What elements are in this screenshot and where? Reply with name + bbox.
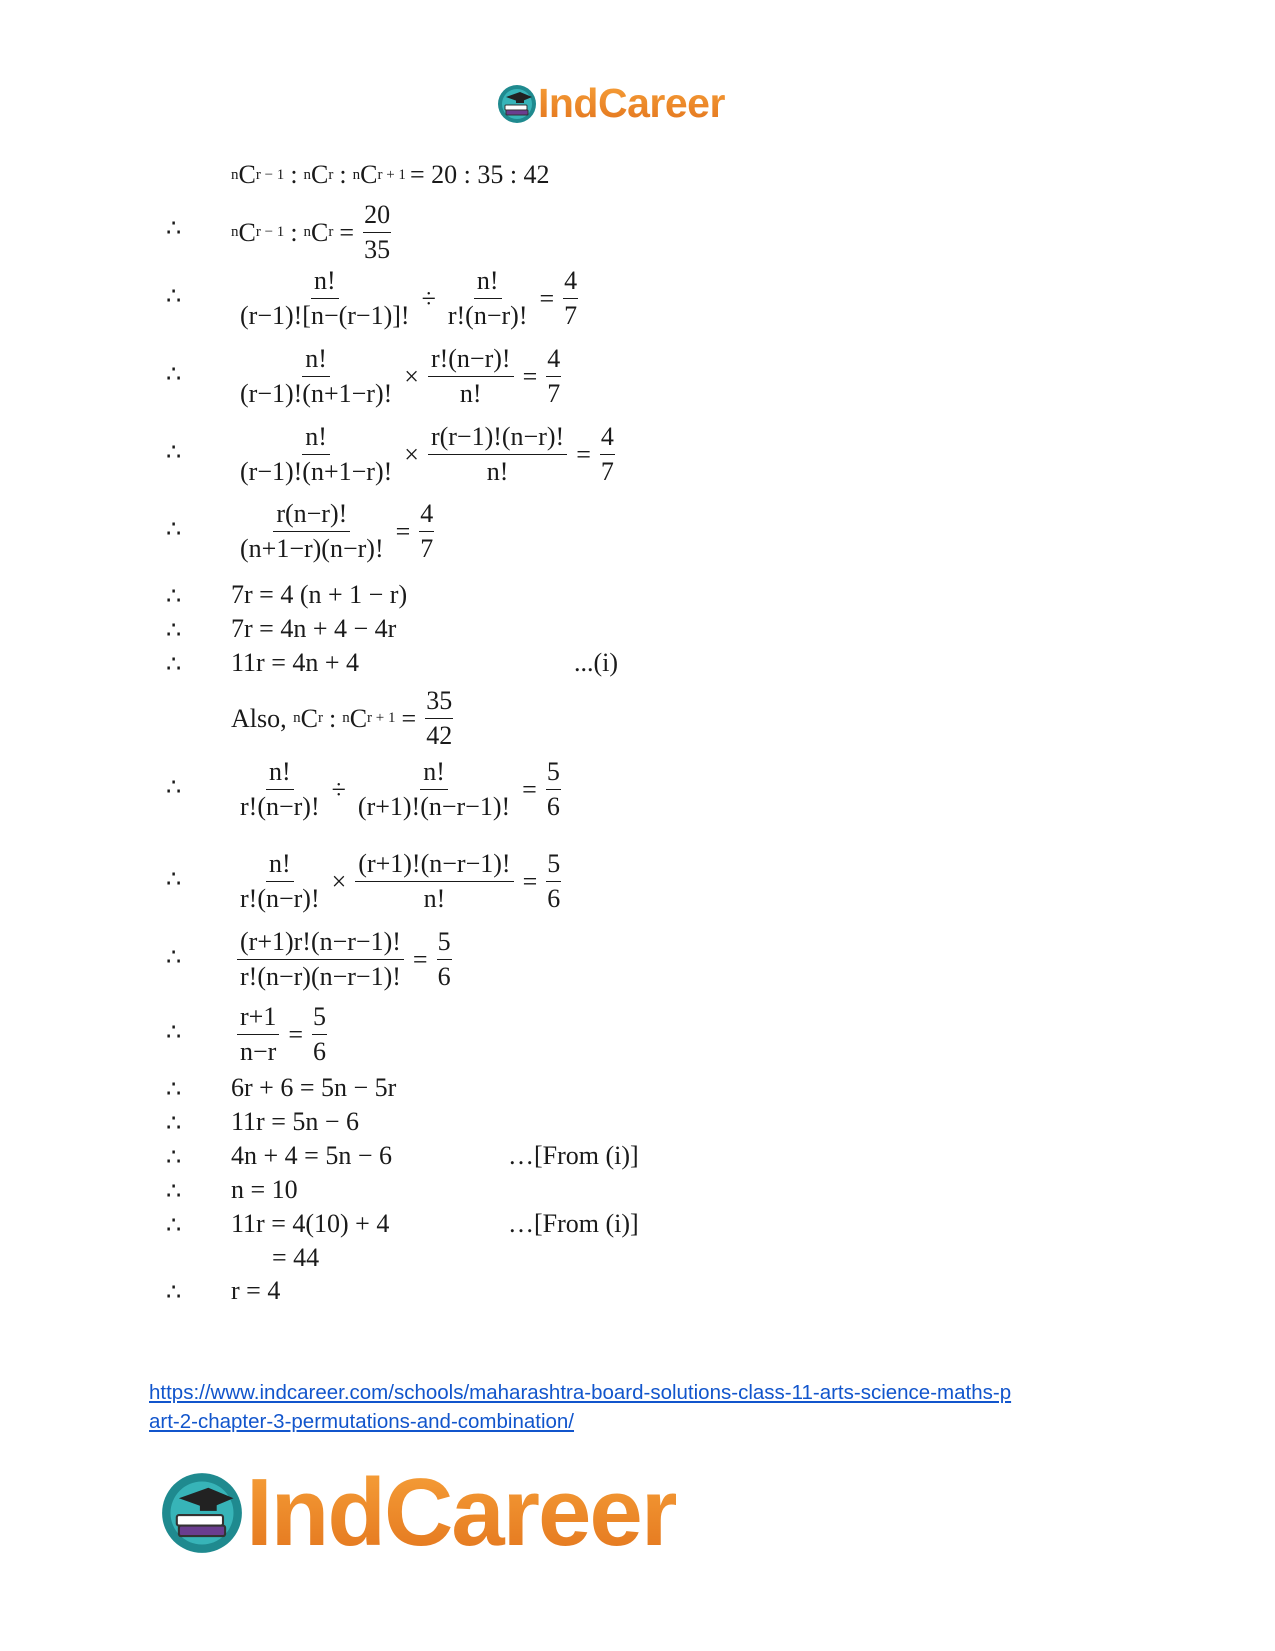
therefore-symbol: ∴ xyxy=(166,282,182,310)
equation-line-7: 7r = 4 (n + 1 − r) xyxy=(231,580,408,609)
therefore-symbol: ∴ xyxy=(166,1143,182,1171)
therefore-symbol: ∴ xyxy=(166,214,182,242)
equation-line-14: $\frac{r+1}{n-r}$ = $\frac{5}{6}$ xyxy=(234,1002,330,1067)
equation-line-1: n C r − 1 : n C r : n C r + 1 = 20 : 35 : 42 xyxy=(231,160,550,189)
therefore-symbol: ∴ xyxy=(166,1109,182,1137)
equation-line-4: $\frac{n!}{(r-1)!(n+1-r)!}$ × $\frac{r!(n-r)!}{n!}$ = $\frac{4}{7}$ xyxy=(240,344,561,408)
equation-line-12: $\frac{n!}{r!(n-r)!}$ × $\frac{(r+1)!(n-r-1)!}{n!}$ = $\frac{5}{6}$ xyxy=(240,849,561,913)
equation-line-18: n = 10 xyxy=(231,1175,298,1204)
equation-line-17: 4n + 4 = 5n − 6 xyxy=(231,1141,392,1170)
therefore-symbol: ∴ xyxy=(166,1177,182,1205)
therefore-symbol: ∴ xyxy=(166,1211,182,1239)
logo-text: IndCareer xyxy=(538,80,725,126)
equation-reference: …[From (i)] xyxy=(508,1209,639,1238)
source-link[interactable]: https://www.indcareer.com/schools/maharashtra-board-solutions-class-11-arts-science-maths-p art-2-chapter-3-permutations-and-combination/ xyxy=(149,1381,1012,1433)
equation-line-21: r = 4 xyxy=(231,1276,281,1305)
therefore-symbol: ∴ xyxy=(166,515,182,543)
therefore-symbol: ∴ xyxy=(166,650,182,678)
therefore-symbol: ∴ xyxy=(166,360,182,388)
logo-text: IndCareer xyxy=(246,1459,677,1566)
therefore-symbol: ∴ xyxy=(166,865,182,893)
equation-line-20: = 44 xyxy=(272,1243,320,1272)
equation-reference: …[From (i)] xyxy=(508,1141,639,1170)
equation-line-15: 6r + 6 = 5n − 5r xyxy=(231,1073,397,1102)
equation-line-3: $\frac{n!}{(r-1)![n-(r-1)]!}$ ÷ $\frac{n!}{r!(n-r)!}$ = $\frac{4}{7}$ xyxy=(240,266,578,330)
graduation-book-icon xyxy=(160,1471,244,1555)
therefore-symbol: ∴ xyxy=(166,616,182,644)
therefore-symbol: ∴ xyxy=(166,1018,182,1046)
equation-line-13: $\frac{(r+1)r!(n-r-1)!}{r!(n-r)(n-r-1)!}$ = $\frac{5}{6}$ xyxy=(234,927,455,992)
therefore-symbol: ∴ xyxy=(166,773,182,801)
therefore-symbol: ∴ xyxy=(166,943,182,971)
equation-line-6: $\frac{r(n-r)!}{(n+1-r)(n-r)!}$ = $\frac{4}{7}$ xyxy=(240,499,434,563)
equation-line-2: n C r − 1 : n C r = $\frac{20}{35}$ xyxy=(231,200,391,264)
equation-line-10: Also, n C r : n C r + 1 = $\frac{35}{42}$ xyxy=(231,686,453,750)
therefore-symbol: ∴ xyxy=(166,438,182,466)
equation-line-9: 11r = 4n + 4 xyxy=(231,648,360,677)
therefore-symbol: ∴ xyxy=(166,582,182,610)
graduation-book-icon xyxy=(497,84,537,124)
equation-line-11: $\frac{n!}{r!(n-r)!}$ ÷ $\frac{n!}{(r+1)!(n-r-1)!}$ = $\frac{5}{6}$ xyxy=(240,757,560,821)
therefore-symbol: ∴ xyxy=(166,1075,182,1103)
equation-line-16: 11r = 5n − 6 xyxy=(231,1107,360,1136)
therefore-symbol: ∴ xyxy=(166,1278,182,1306)
footer-logo xyxy=(160,1458,676,1568)
equation-line-5: $\frac{n!}{(r-1)!(n+1-r)!}$ × $\frac{r(r-1)!(n-r)!}{n!}$ = $\frac{4}{7}$ xyxy=(240,422,614,486)
equation-line-19: 11r = 4(10) + 4 xyxy=(231,1209,390,1238)
equation-line-8: 7r = 4n + 4 − 4r xyxy=(231,614,397,643)
header-logo xyxy=(497,80,725,127)
equation-reference: ...(i) xyxy=(574,648,619,677)
